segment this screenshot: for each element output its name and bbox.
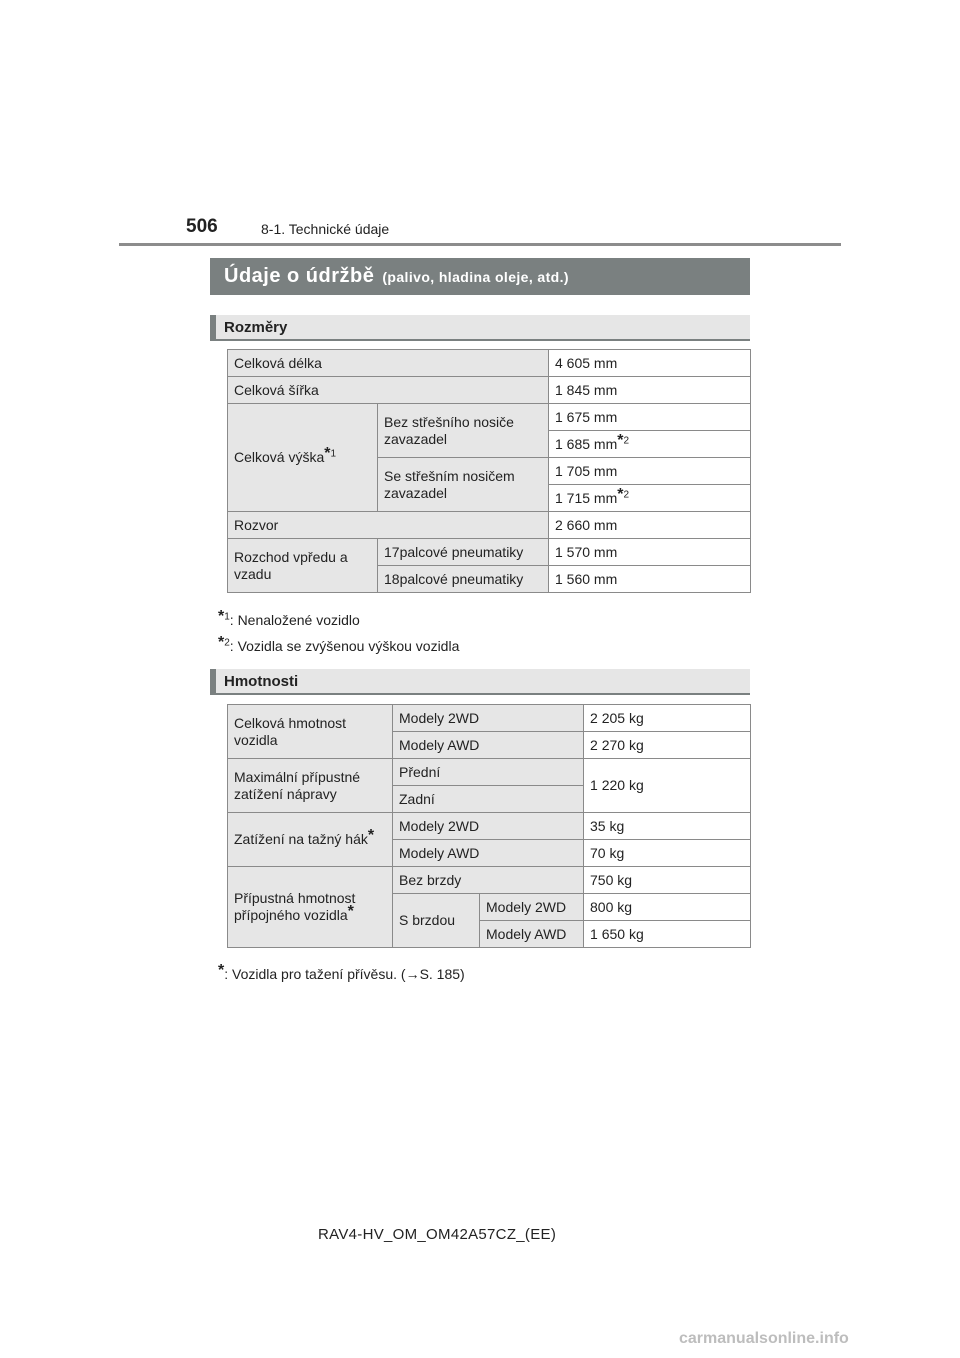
table-cell-value: 2 270 kg [584,732,751,759]
footnote-text: : Vozidla se zvýšenou výškou vozidla [229,638,460,654]
table-row [228,350,751,377]
table-cell-label [228,813,393,867]
table-cell-value: 1 570 mm [549,539,751,566]
table-cell-value: 1 650 kg [584,921,751,948]
table-cell-value: 1 560 mm [549,566,751,593]
footnote-number: 1 [224,611,230,623]
table-cell-label: Přední [393,759,584,786]
table-cell-value: 2 660 mm [549,512,751,539]
table-cell-label: Modely AWD [480,921,584,948]
footnote-asterisk: * [218,962,225,979]
main-title-banner [210,258,750,295]
footnote-asterisk: * [347,903,354,920]
table-row [228,705,751,732]
arrow-icon: → [405,966,420,982]
main-title: Údaje o údržbě [224,265,375,287]
table-row [228,759,751,786]
footnote-asterisk: * [617,431,624,449]
page-number: 506 [186,216,218,237]
dimensions-heading: Rozměry [210,315,750,341]
table-row [228,539,751,566]
watermark: carmanualsonline.info [679,1330,849,1347]
table-cell-value [549,485,751,512]
table-cell-label: Celková délka [228,350,549,377]
footnote-asterisk: * [617,485,624,503]
table-cell-label: Modely 2WD [393,705,584,732]
height-label: Celková výška [234,449,325,465]
footnote-asterisk: * [218,634,225,651]
main-subtitle: (palivo, hladina oleje, atd.) [382,268,569,285]
dimensions-table [227,349,751,593]
table-cell-label: 18palcové pneumatiky [378,566,549,593]
table-cell-value: 1 705 mm [549,458,751,485]
footnote-number: 2 [623,488,630,500]
table-cell-value: 750 kg [584,867,751,894]
footnote-number: 2 [224,637,230,649]
value-text: 1 685 mm [555,435,618,452]
footnote-number: 1 [330,448,337,460]
section-reference: 8-1. Technické údaje [261,221,390,237]
footnote-asterisk: * [324,445,331,462]
table-cell-label: Modely 2WD [393,813,584,840]
table-cell-label: 17palcové pneumatiky [378,539,549,566]
table-cell-value [549,431,751,458]
table-cell-value: 800 kg [584,894,751,921]
footnote-1 [218,608,360,628]
table-cell-label: Modely AWD [393,840,584,867]
table-cell-label: Modely AWD [393,732,584,759]
table-row [228,512,751,539]
weights-footnote [218,962,465,982]
header-divider [119,243,841,246]
weights-table [227,704,751,948]
table-cell-label: S brzdou [393,894,480,948]
table-cell-value: 1 675 mm [549,404,751,431]
footnote-2 [218,634,460,654]
table-cell-label: Modely 2WD [480,894,584,921]
hitch-label: Zatížení na tažný hák [234,831,368,847]
trailer-label: Přípustná hmotnost přípojného vozidla [234,890,356,923]
table-cell-value: 1 220 kg [584,759,751,813]
footnote-text: : Vozidla pro tažení přívěsu. ( [224,966,406,982]
table-row [228,404,751,431]
weights-heading: Hmotnosti [210,669,750,695]
document-code: RAV4-HV_OM_OM42A57CZ_(EE) [318,1226,557,1243]
table-cell-label: Celková šířka [228,377,549,404]
table-cell-value: 70 kg [584,840,751,867]
table-cell-label: Bez střešního nosiče zavazadel [378,404,549,458]
value-text: 1 715 mm [555,489,618,506]
table-row [228,813,751,840]
table-cell-label [228,867,393,948]
table-cell-label [228,404,378,512]
page-reference: S. 185) [419,966,465,982]
table-cell-label: Rozvor [228,512,549,539]
table-row [228,867,751,894]
footnote-asterisk: * [218,608,225,625]
table-cell-value: 35 kg [584,813,751,840]
table-cell-label: Celková hmotnost vozidla [228,705,393,759]
footnote-asterisk: * [367,827,375,844]
table-cell-value: 2 205 kg [584,705,751,732]
table-cell-label: Rozchod vpředu a vzadu [228,539,378,593]
table-cell-value: 4 605 mm [549,350,751,377]
table-cell-value: 1 845 mm [549,377,751,404]
table-cell-label: Zadní [393,786,584,813]
table-cell-label: Bez brzdy [393,867,584,894]
table-cell-label: Se střešním nosičem zavazadel [378,458,549,512]
table-row [228,377,751,404]
footnote-number: 2 [623,434,630,446]
table-cell-label: Maximální přípustné zatížení nápravy [228,759,393,813]
footnote-text: : Nenaložené vozidlo [229,612,360,628]
